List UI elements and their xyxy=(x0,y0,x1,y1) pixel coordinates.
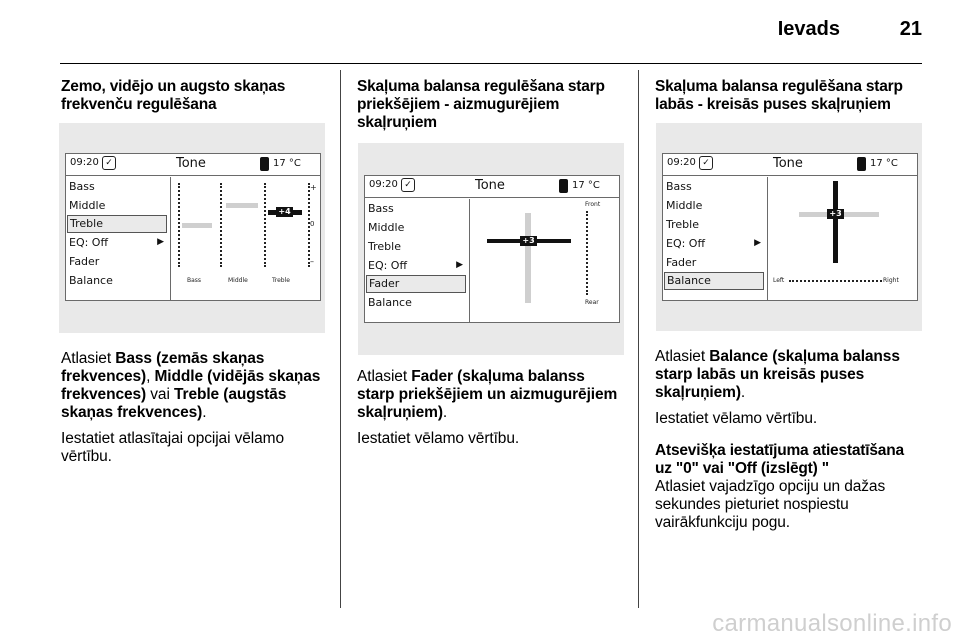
label-treble: Treble xyxy=(272,277,290,284)
column-tone-eq xyxy=(61,78,323,114)
display-fader xyxy=(364,175,620,323)
column-balance-text xyxy=(655,348,917,532)
menu-item-bass[interactable]: Bass xyxy=(69,180,95,193)
instruction-eq-2: Iestatiet atlasītajai opcijai vēlamo vērtību. xyxy=(61,430,284,465)
menu-item-balance[interactable]: Balance xyxy=(368,296,412,309)
menu-item-balance[interactable]: Balance xyxy=(664,272,764,290)
fader-vertical-track xyxy=(525,213,531,303)
thermometer-icon xyxy=(559,179,568,193)
screen-title: Tone xyxy=(475,178,505,193)
menu-item-middle[interactable]: Middle xyxy=(69,199,106,212)
thermometer-icon xyxy=(260,157,269,171)
instruction-eq: Atlasiet Bass (zemās skaņas frekvences), Middle (vidējās skaņas frekvences) vai Treble (augstās skaņas frekvences). xyxy=(61,350,321,421)
menu-item-middle[interactable]: Middle xyxy=(368,221,405,234)
menu-item-treble[interactable]: Treble xyxy=(666,218,699,231)
watermark: carmanualsonline.info xyxy=(712,610,952,637)
balance-vertical-bar xyxy=(833,181,838,263)
scale-plus: + xyxy=(310,183,317,192)
menu-item-fader[interactable]: Fader xyxy=(69,255,100,268)
treble-value-knob[interactable]: +4 xyxy=(276,207,293,217)
instruction-balance: Atlasiet Balance (skaļuma balanss starp labās un kreisās puses skaļruņiem). xyxy=(655,348,900,401)
menu-item-balance[interactable]: Balance xyxy=(69,274,113,287)
menu-item-middle[interactable]: Middle xyxy=(666,199,703,212)
clock: 09:20 xyxy=(369,179,398,190)
menu-item-bass[interactable]: Bass xyxy=(368,202,394,215)
screenshot-eq xyxy=(59,123,325,333)
menu-item-eq-label: EQ: Off xyxy=(69,236,109,249)
menu-item-fader[interactable]: Fader xyxy=(366,275,466,293)
column-divider xyxy=(340,70,341,608)
temperature: 17 °C xyxy=(273,158,301,169)
instruction-reset: Atlasiet vajadzīgo opciju un dažas sekundes pieturiet nospiestu vairākfunkciju pogu. xyxy=(655,478,886,531)
temperature: 17 °C xyxy=(870,158,898,169)
tone-menu xyxy=(365,199,470,322)
check-icon: ✓ xyxy=(699,156,713,170)
column-tone-eq-text xyxy=(61,350,323,466)
menu-item-bass[interactable]: Bass xyxy=(666,180,692,193)
clock: 09:20 xyxy=(70,157,99,168)
balance-panel xyxy=(769,177,917,300)
check-icon: ✓ xyxy=(401,178,415,192)
heading-eq: Zemo, vidējo un augsto skaņas frekvenču regulēšana xyxy=(61,78,286,113)
temperature: 17 °C xyxy=(572,180,600,191)
column-balance xyxy=(655,78,917,114)
heading-fader: Skaļuma balansa regulēšana starp priekšējiem - aizmugurējiem skaļruņiem xyxy=(357,78,605,131)
status-bar xyxy=(663,154,917,176)
menu-item-eq[interactable] xyxy=(663,234,767,253)
menu-item-treble[interactable]: Treble xyxy=(67,215,167,233)
bass-level-bar xyxy=(182,223,212,228)
screenshot-fader xyxy=(358,143,624,355)
label-front: Front xyxy=(585,201,601,208)
section-title: Ievads xyxy=(777,18,840,40)
play-arrow-icon: ▶ xyxy=(456,260,463,270)
heading-reset: Atsevišķa iestatījuma atiestatīšana uz "0" vai "Off (izslēgt) " xyxy=(655,442,904,477)
eq-panel xyxy=(172,177,320,300)
page-header xyxy=(60,0,922,64)
menu-item-eq[interactable] xyxy=(365,256,469,275)
menu-item-treble[interactable]: Treble xyxy=(368,240,401,253)
instruction-fader-2: Iestatiet vēlamo vērtību. xyxy=(357,430,520,447)
fader-panel xyxy=(471,199,619,322)
status-bar xyxy=(365,176,619,198)
screen-title: Tone xyxy=(176,156,206,171)
middle-scale xyxy=(220,183,222,267)
scale-minus: – xyxy=(310,257,314,266)
middle-level-bar xyxy=(226,203,258,208)
menu-item-eq-label: EQ: Off xyxy=(666,237,706,250)
status-bar xyxy=(66,154,320,176)
screenshot-balance xyxy=(656,123,922,331)
treble-scale xyxy=(264,183,266,267)
scale-zero: 0 xyxy=(310,220,315,228)
label-middle: Middle xyxy=(228,277,248,284)
label-left: Left xyxy=(773,277,785,284)
label-bass: Bass xyxy=(187,277,202,284)
fader-value-knob[interactable]: +3 xyxy=(520,236,537,246)
play-arrow-icon: ▶ xyxy=(157,237,164,247)
label-right: Right xyxy=(883,277,899,284)
menu-item-fader[interactable]: Fader xyxy=(666,256,697,269)
check-icon: ✓ xyxy=(102,156,116,170)
tone-menu xyxy=(66,177,171,300)
column-fader-text xyxy=(357,368,619,448)
instruction-balance-2: Iestatiet vēlamo vērtību. xyxy=(655,410,818,427)
menu-item-eq[interactable] xyxy=(66,233,170,252)
page-number: 21 xyxy=(899,18,922,40)
display-balance xyxy=(662,153,918,301)
menu-item-eq-label: EQ: Off xyxy=(368,259,408,272)
heading-balance: Skaļuma balansa regulēšana starp labās - kreisās puses skaļruņiem xyxy=(655,78,903,113)
column-divider xyxy=(638,70,639,608)
fader-scale xyxy=(586,211,588,295)
bass-scale xyxy=(178,183,180,267)
balance-value-knob[interactable]: +3 xyxy=(827,209,844,219)
play-arrow-icon: ▶ xyxy=(754,238,761,248)
instruction-fader: Atlasiet Fader (skaļuma balanss starp priekšējiem un aizmugurējiem skaļruņiem). xyxy=(357,368,618,421)
thermometer-icon xyxy=(857,157,866,171)
display-eq xyxy=(65,153,321,301)
balance-scale xyxy=(789,280,882,282)
label-rear: Rear xyxy=(585,299,599,306)
screen-title: Tone xyxy=(773,156,803,171)
tone-menu xyxy=(663,177,768,300)
clock: 09:20 xyxy=(667,157,696,168)
column-fader xyxy=(357,78,619,132)
